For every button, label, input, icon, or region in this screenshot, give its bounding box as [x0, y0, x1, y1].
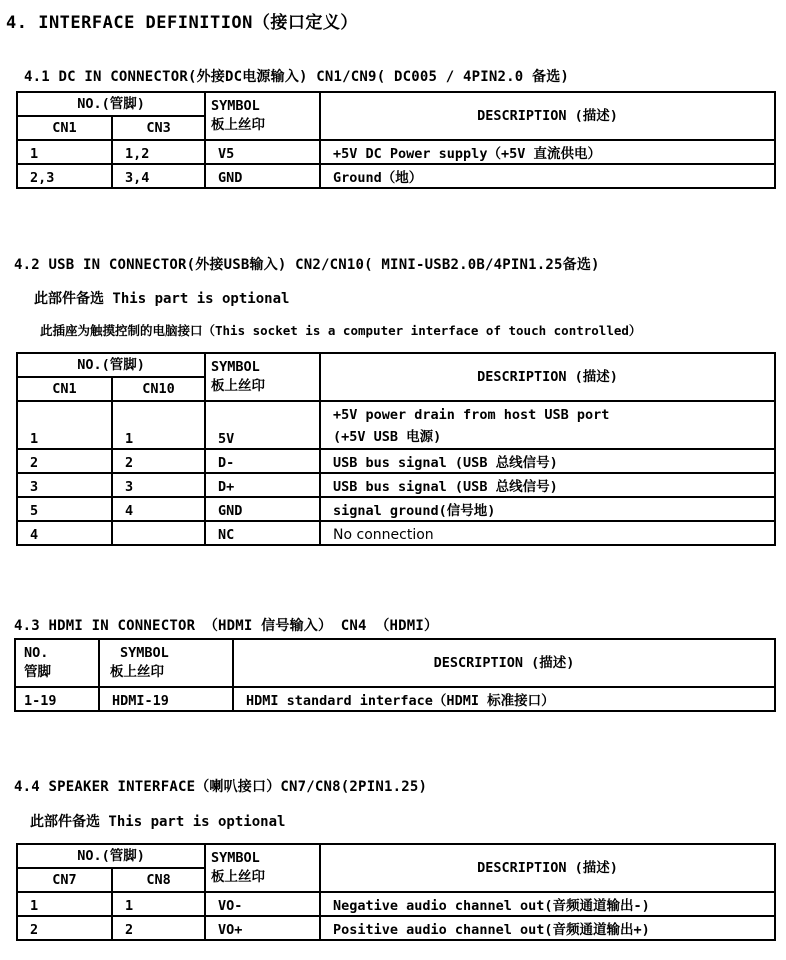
- symbol-cn-label: 板上丝印: [110, 664, 164, 680]
- table-row: [17, 497, 775, 521]
- no-header: NO.(管脚): [17, 844, 205, 868]
- cell-pin-b: 1: [112, 892, 205, 916]
- cell-pin-b: 3,4: [112, 164, 205, 188]
- symbol-cn-label: 板上丝印: [211, 117, 266, 133]
- description-header: DESCRIPTION (描述): [320, 353, 775, 401]
- optional-note: 此部件备选 This part is optional: [34, 291, 290, 307]
- cell-description: Positive audio channel out(音频通道输出+): [320, 916, 775, 940]
- cell-description: Negative audio channel out(音频通道输出-): [320, 892, 775, 916]
- table-header-row: [17, 353, 775, 377]
- cell-description: USB bus signal (USB 总线信号): [320, 473, 775, 497]
- symbol-header: [205, 92, 320, 140]
- cell-pin-a: 2,3: [17, 164, 112, 188]
- cell-symbol: V5: [205, 140, 320, 164]
- description-header: DESCRIPTION (描述): [320, 92, 775, 140]
- description-header: DESCRIPTION (描述): [320, 844, 775, 892]
- no-cn-label: 管脚: [24, 664, 51, 680]
- symbol-cn-label: 板上丝印: [211, 378, 266, 394]
- cell-pin-a: 3: [17, 473, 112, 497]
- col-cn10-header: CN10: [112, 377, 205, 401]
- cell-pin-a: 1: [17, 892, 112, 916]
- cell-symbol: 5V: [205, 401, 320, 449]
- section-4-2-heading: 4.2 USB IN CONNECTOR(外接USB输入) CN2/CN10( MINI-USB2.0B/4PIN1.25备选): [14, 257, 600, 273]
- table-row: [17, 892, 775, 916]
- description-header: DESCRIPTION (描述): [233, 639, 775, 687]
- cell-description: No connection: [320, 521, 775, 545]
- symbol-header: [99, 639, 233, 687]
- description-line: +5V power drain from host USB port: [333, 407, 610, 423]
- no-header: [15, 639, 99, 687]
- cell-pin: 1-19: [15, 687, 99, 711]
- cell-pin-a: 2: [17, 916, 112, 940]
- no-header: NO.(管脚): [17, 92, 205, 116]
- description-line: (+5V USB 电源): [333, 429, 442, 445]
- table-row: [17, 916, 775, 940]
- cell-description: Ground（地）: [320, 164, 775, 188]
- cell-pin-b: 1,2: [112, 140, 205, 164]
- col-cn1-header: CN1: [17, 116, 112, 140]
- cell-symbol: VO-: [205, 892, 320, 916]
- cell-symbol: NC: [205, 521, 320, 545]
- symbol-cn-label: 板上丝印: [211, 869, 266, 885]
- usb-connector-table: [16, 352, 776, 546]
- symbol-label: SYMBOL: [120, 645, 169, 661]
- optional-note: 此部件备选 This part is optional: [30, 814, 286, 830]
- cell-pin-a: 2: [17, 449, 112, 473]
- cell-pin-b: 1: [112, 401, 205, 449]
- symbol-label: SYMBOL: [211, 850, 260, 866]
- col-cn8-header: CN8: [112, 868, 205, 892]
- cell-symbol: D+: [205, 473, 320, 497]
- speaker-interface-table: [16, 843, 776, 941]
- cell-pin-b: 2: [112, 916, 205, 940]
- col-cn1-header: CN1: [17, 377, 112, 401]
- no-header: NO.(管脚): [17, 353, 205, 377]
- cell-pin-b: 3: [112, 473, 205, 497]
- cell-pin-b: 2: [112, 449, 205, 473]
- cell-description: [320, 401, 775, 449]
- cell-symbol: GND: [205, 497, 320, 521]
- no-label: NO.: [24, 645, 49, 661]
- cell-symbol: HDMI-19: [99, 687, 233, 711]
- dc-connector-table: [16, 91, 776, 189]
- symbol-label: SYMBOL: [211, 98, 260, 114]
- table-row: [17, 401, 775, 449]
- hdmi-connector-table: [14, 638, 776, 712]
- table-header-row: [17, 844, 775, 868]
- table-row: [17, 521, 775, 545]
- cell-pin-a: 5: [17, 497, 112, 521]
- cell-description: USB bus signal (USB 总线信号): [320, 449, 775, 473]
- cell-description: HDMI standard interface（HDMI 标准接口）: [233, 687, 775, 711]
- cell-pin-a: 1: [17, 401, 112, 449]
- table-header-row: [15, 639, 775, 687]
- cell-pin-b: 4: [112, 497, 205, 521]
- cell-description: +5V DC Power supply（+5V 直流供电）: [320, 140, 775, 164]
- section-4-3-heading: 4.3 HDMI IN CONNECTOR （HDMI 信号输入） CN4 （HDMI）: [14, 618, 439, 634]
- cell-symbol: D-: [205, 449, 320, 473]
- section-4-4-heading: 4.4 SPEAKER INTERFACE（喇叭接口）CN7/CN8(2PIN1.25): [14, 779, 428, 795]
- symbol-label: SYMBOL: [211, 359, 260, 375]
- table-header-row: [17, 92, 775, 116]
- cell-pin-b: [112, 521, 205, 545]
- table-row: [17, 473, 775, 497]
- symbol-header: [205, 844, 320, 892]
- cell-symbol: GND: [205, 164, 320, 188]
- col-cn7-header: CN7: [17, 868, 112, 892]
- cell-pin-a: 4: [17, 521, 112, 545]
- table-row: [15, 687, 775, 711]
- cell-symbol: VO+: [205, 916, 320, 940]
- section-4-1-heading: 4.1 DC IN CONNECTOR(外接DC电源输入) CN1/CN9( DC005 / 4PIN2.0 备选): [24, 69, 570, 85]
- table-row: [17, 140, 775, 164]
- table-row: [17, 449, 775, 473]
- col-cn3-header: CN3: [112, 116, 205, 140]
- cell-description: signal ground(信号地): [320, 497, 775, 521]
- touch-interface-note: 此插座为触摸控制的电脑接口（This socket is a computer interface of touch controlled）: [40, 323, 642, 338]
- cell-pin-a: 1: [17, 140, 112, 164]
- table-row: [17, 164, 775, 188]
- page-title: 4. INTERFACE DEFINITION（接口定义）: [6, 13, 358, 33]
- symbol-header: [205, 353, 320, 401]
